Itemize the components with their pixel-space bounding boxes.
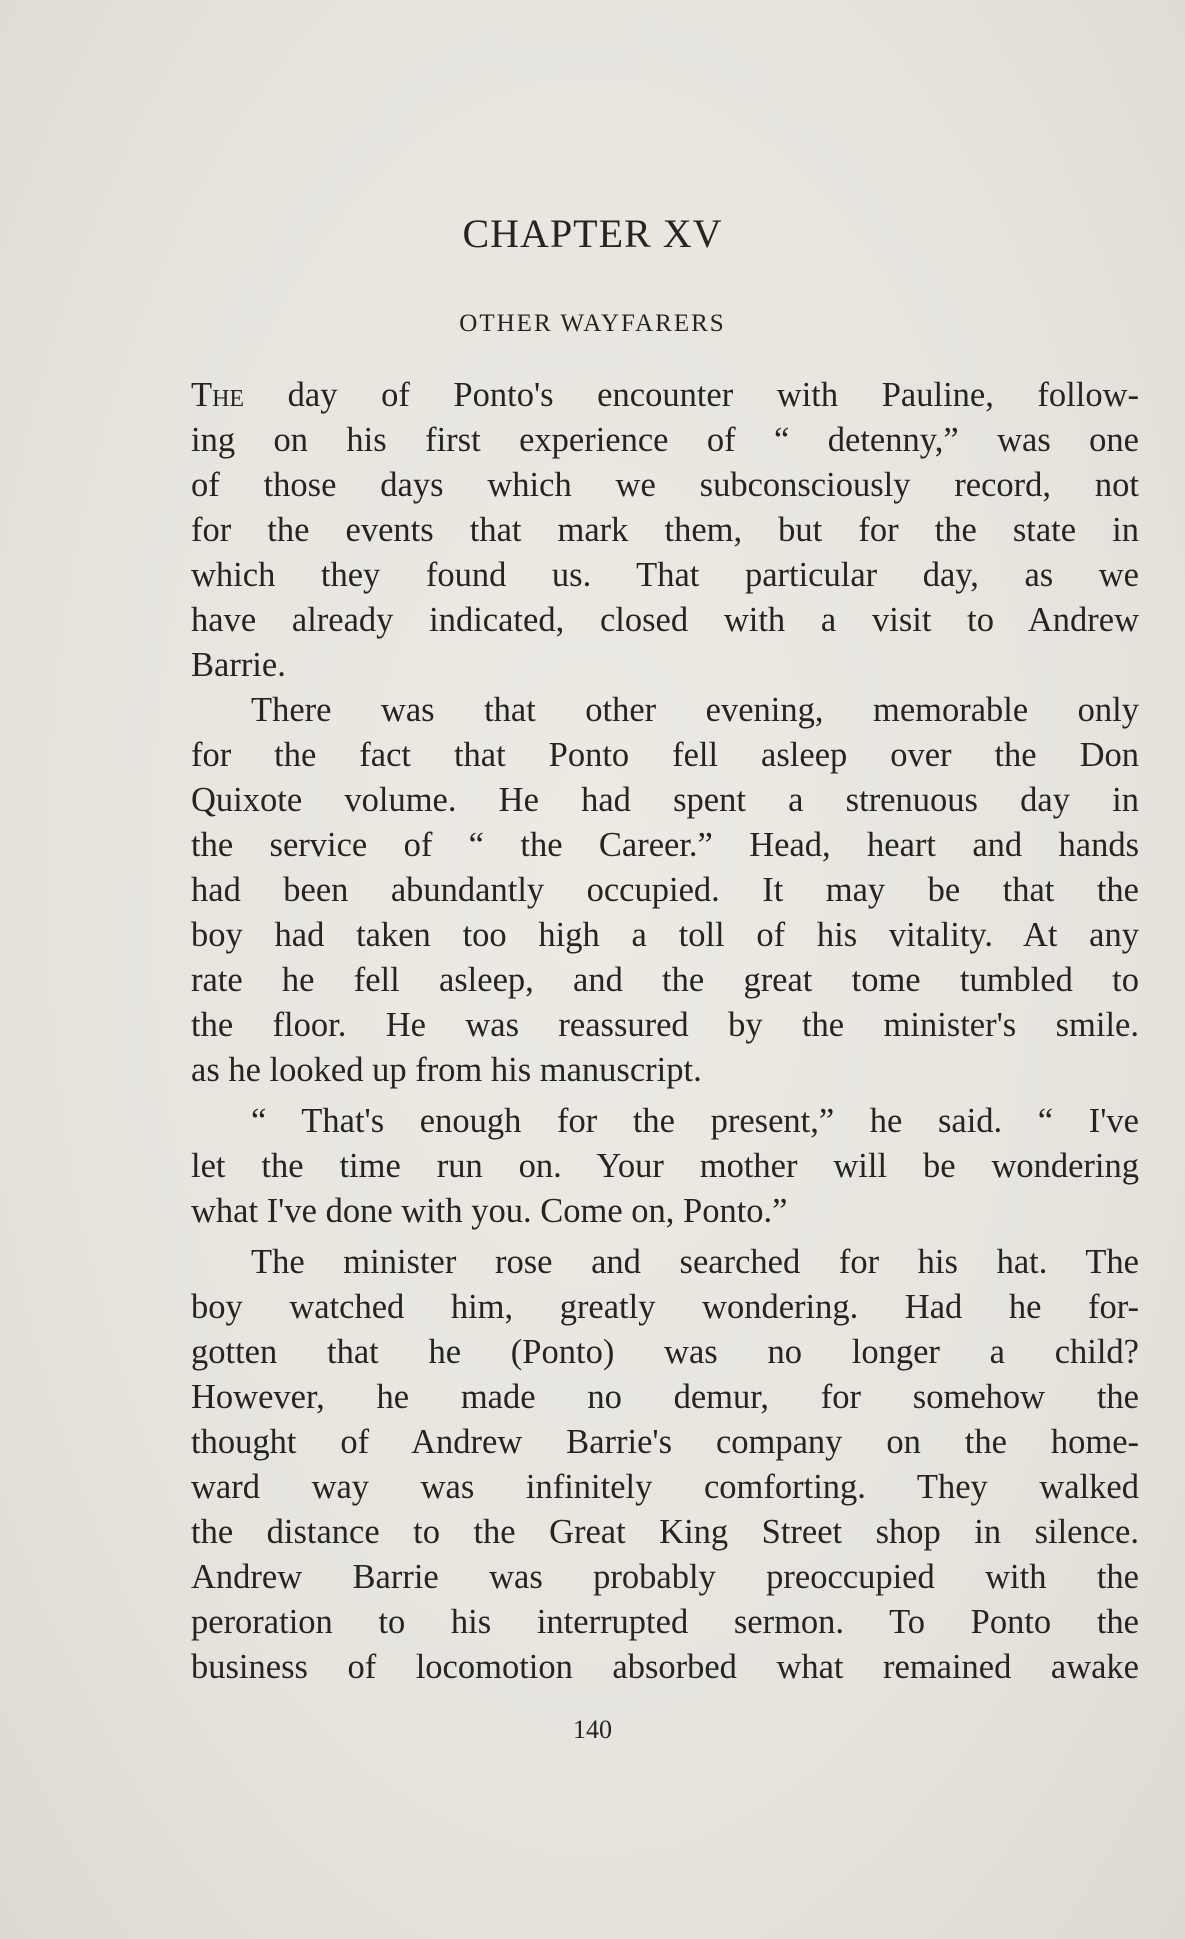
text-line: for the fact that Ponto fell asleep over the Don <box>191 736 1139 774</box>
text-line: There was that other evening, memorable only <box>251 691 1139 729</box>
text-line: The minister rose and searched for his hat. The <box>251 1243 1139 1281</box>
chapter-title: CHAPTER XV <box>462 211 723 256</box>
text-line: the floor. He was reassured by the minister's smile. <box>191 1006 1139 1044</box>
text-line: the distance to the Great King Street shop in silence. <box>191 1513 1139 1551</box>
opening-word: The <box>191 376 245 414</box>
paragraph <box>191 373 1139 688</box>
page-number: 140 <box>573 1715 612 1744</box>
text-line: what I've done with you. Come on, Ponto.” <box>191 1192 788 1230</box>
text-line: have already indicated, closed with a visit to Andrew <box>191 601 1139 639</box>
text-line: The day of Ponto's encounter with Pauline, follow- <box>191 376 1139 414</box>
text-line: boy had taken too high a toll of his vitality. At any <box>191 916 1139 954</box>
text-line: which they found us. That particular day, as we <box>191 556 1139 594</box>
text-line: However, he made no demur, for somehow the <box>191 1378 1139 1416</box>
text-line: gotten that he (Ponto) was no longer a child? <box>191 1333 1139 1371</box>
text-line: ing on his first experience of “ detenny,” was one <box>191 421 1139 459</box>
body-text <box>191 373 1139 1690</box>
text-line: Andrew Barrie was probably preoccupied with the <box>191 1558 1139 1596</box>
paragraph <box>191 1099 1139 1234</box>
text-line: for the events that mark them, but for the state in <box>191 511 1139 549</box>
text-line: of those days which we subconsciously record, not <box>191 466 1139 504</box>
text-line: as he looked up from his manuscript. <box>191 1051 702 1089</box>
text-line: boy watched him, greatly wondering. Had he for- <box>191 1288 1139 1326</box>
text-line: “ That's enough for the present,” he said. “ I've <box>251 1102 1139 1140</box>
text-line: business of locomotion absorbed what remained awake <box>191 1648 1139 1686</box>
text-line: ward way was infinitely comforting. They walked <box>191 1468 1139 1506</box>
paragraph <box>191 688 1139 1093</box>
text-line: thought of Andrew Barrie's company on the home- <box>191 1423 1139 1461</box>
text-line: Quixote volume. He had spent a strenuous day in <box>191 781 1139 819</box>
text-line: peroration to his interrupted sermon. To Ponto the <box>191 1603 1139 1641</box>
text-line: rate he fell asleep, and the great tome tumbled to <box>191 961 1139 999</box>
paragraph <box>191 1240 1139 1690</box>
text-line: let the time run on. Your mother will be wondering <box>191 1147 1139 1185</box>
chapter-subtitle: OTHER WAYFARERS <box>459 310 726 337</box>
text-line: the service of “ the Career.” Head, heart and hands <box>191 826 1139 864</box>
text-line: Barrie. <box>191 646 286 684</box>
text-line: had been abundantly occupied. It may be that the <box>191 871 1139 909</box>
